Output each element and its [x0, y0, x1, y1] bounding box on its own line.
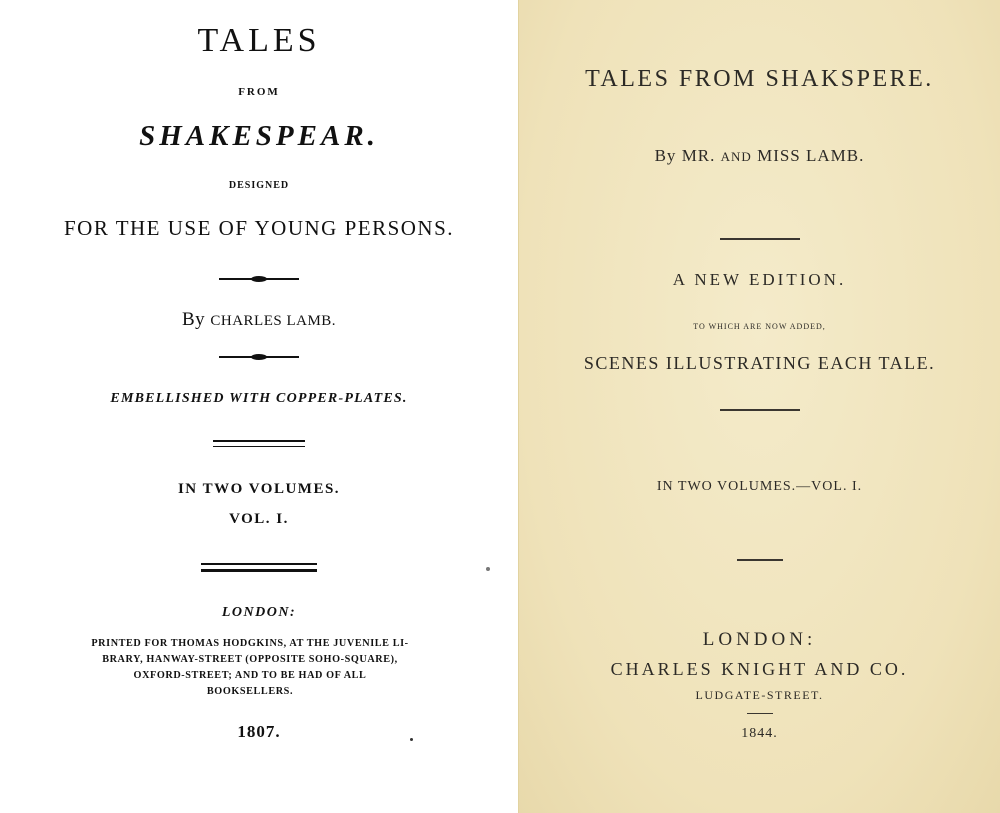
author-line [0, 309, 518, 331]
city-line: LONDON: [702, 629, 817, 650]
imprint-block [30, 636, 470, 700]
ink-speck [486, 567, 490, 571]
title-line-from: FROM [238, 86, 280, 98]
volume-number: VOL. I. [229, 511, 289, 527]
rule [720, 409, 800, 411]
title-line-shakespear: SHAKESPEAR. [139, 120, 379, 152]
volumes-line: IN TWO VOLUMES.—VOL. I. [656, 479, 863, 494]
author-line [519, 146, 1000, 166]
embellished-line: EMBELLISHED WITH COPPER-PLATES. [110, 391, 408, 406]
double-rule-top [213, 440, 305, 442]
author-prefix: By [181, 309, 206, 330]
imprint-line: BRARY, HANWAY-STREET (OPPOSITE SOHO-SQUARE), [102, 654, 398, 665]
ornamental-rule [219, 278, 299, 280]
purpose-line: FOR THE USE OF YOUNG PERSONS. [63, 216, 455, 240]
author-by: By [654, 146, 677, 165]
author-mr: MR. [681, 146, 716, 165]
ornamental-rule [219, 356, 299, 358]
designed-line: DESIGNED [228, 180, 290, 191]
double-rule-bottom [201, 569, 317, 572]
ink-speck [410, 738, 413, 741]
title-page-1844 [518, 0, 1000, 813]
imprint-line: PRINTED FOR THOMAS HODGKINS, AT THE JUVENILE LI- [91, 638, 409, 649]
scenes-line: SCENES ILLUSTRATING EACH TALE. [583, 353, 936, 373]
rule [720, 238, 800, 240]
publisher-line: CHARLES KNIGHT AND CO. [610, 659, 909, 679]
title-line-tales: TALES [197, 22, 321, 59]
imprint-line: OXFORD-STREET; AND TO BE HAD OF ALL [133, 670, 367, 681]
volumes-line: IN TWO VOLUMES. [177, 481, 341, 497]
rule [737, 559, 783, 561]
rule [747, 713, 773, 714]
added-line: TO WHICH ARE NOW ADDED, [693, 322, 826, 331]
double-rule-bottom [213, 446, 305, 447]
imprint-line: BOOKSELLERS. [206, 686, 294, 697]
street-line: LUDGATE-STREET. [695, 688, 824, 702]
year-line: 1807. [237, 722, 281, 741]
double-rule-top [201, 563, 317, 565]
city-line: LONDON: [221, 605, 297, 620]
author-name: CHARLES LAMB. [210, 313, 337, 329]
author-rest: MISS LAMB. [757, 146, 865, 165]
title-line: TALES FROM SHAKSPERE. [585, 66, 934, 92]
author-and: AND [720, 149, 752, 164]
edition-line: A NEW EDITION. [672, 270, 847, 289]
year-line: 1844. [741, 726, 778, 741]
